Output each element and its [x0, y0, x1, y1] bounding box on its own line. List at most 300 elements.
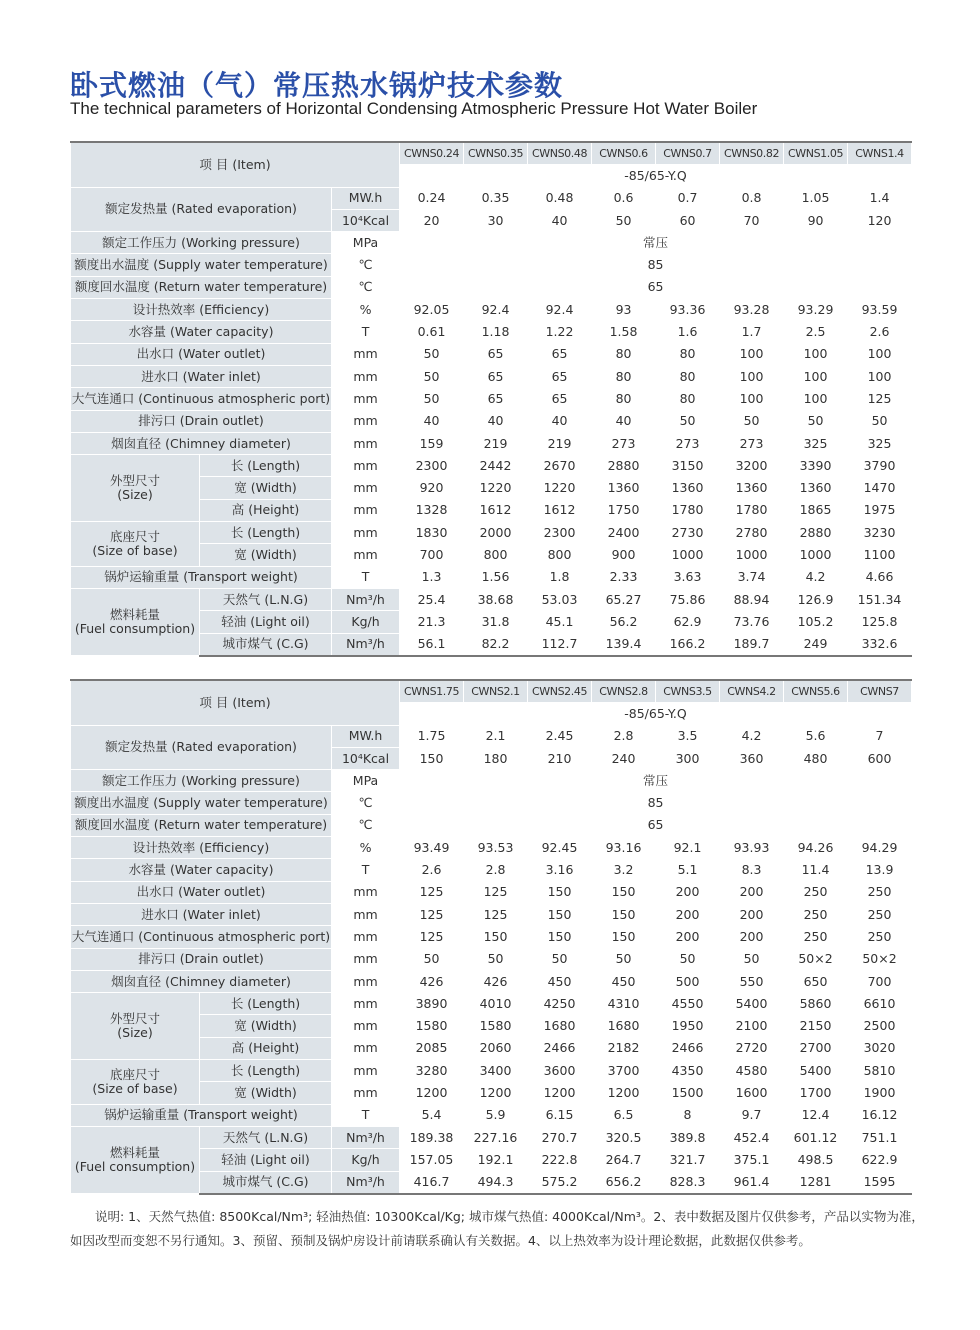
- data-cell: 4580: [720, 1060, 784, 1082]
- data-cell: 5.4: [400, 1104, 464, 1126]
- data-cell: 1.56: [464, 566, 528, 588]
- footnote-line-1: 说明: 1、天然气热值: 8500Kcal/Nm³; 轻油热值: 10300Kcal/Kg; 城市煤气热值: 4000Kcal/Nm³。2、表中数据及图片仅供参考，产品以实物为准，: [95, 1209, 924, 1224]
- unit-cell: MPa: [332, 770, 400, 792]
- model-suffix: -85/65-Y.Q: [400, 165, 912, 187]
- row-label: 设计热效率 (Efficiency): [71, 299, 332, 321]
- unit-cell: MW.h: [332, 187, 400, 209]
- data-cell: 751.1: [848, 1126, 912, 1148]
- row-label: 宽 (Width): [200, 544, 332, 566]
- unit-cell: mm: [332, 1060, 400, 1082]
- unit-cell: %: [332, 837, 400, 859]
- data-cell: 100: [848, 343, 912, 365]
- row-atm: [71, 926, 912, 948]
- data-cell: 93.53: [464, 837, 528, 859]
- data-cell: 80: [656, 388, 720, 410]
- row-label: 城市煤气 (C.G): [200, 633, 332, 656]
- data-cell: 5400: [784, 1060, 848, 1082]
- data-cell: 1500: [656, 1082, 720, 1104]
- data-cell: 0.6: [592, 187, 656, 209]
- row-transport: [71, 566, 912, 588]
- unit-cell: mm: [332, 926, 400, 948]
- data-cell: 92.4: [464, 299, 528, 321]
- data-cell: 1865: [784, 499, 848, 521]
- unit-cell: mm: [332, 970, 400, 992]
- data-cell: 151.34: [848, 588, 912, 610]
- row-label: 排污口 (Drain outlet): [71, 410, 332, 432]
- data-cell: 12.4: [784, 1104, 848, 1126]
- data-cell: 2466: [528, 1037, 592, 1059]
- unit-cell: Nm³/h: [332, 1126, 400, 1148]
- data-cell: 93.93: [720, 837, 784, 859]
- data-cell: 50: [848, 410, 912, 432]
- row-label: 额度出水温度 (Supply water temperature): [71, 254, 332, 276]
- data-cell: 21.3: [400, 611, 464, 633]
- data-cell: 1200: [464, 1082, 528, 1104]
- unit-cell: Nm³/h: [332, 1171, 400, 1194]
- row-pressure: [71, 770, 912, 792]
- data-cell: 1.3: [400, 566, 464, 588]
- model-cell: CWNS5.6: [784, 680, 848, 703]
- unit-cell: Nm³/h: [332, 633, 400, 656]
- data-cell: 50: [720, 410, 784, 432]
- data-cell: 50: [656, 410, 720, 432]
- row-group-size: [71, 455, 200, 522]
- data-cell: 2670: [528, 455, 592, 477]
- data-cell: 50: [400, 365, 464, 387]
- footnotes: [70, 1205, 924, 1253]
- unit-cell: mm: [332, 1082, 400, 1104]
- data-cell: 2300: [528, 522, 592, 544]
- data-cell: 85: [400, 254, 912, 276]
- data-cell: 100: [720, 365, 784, 387]
- data-cell: 250: [848, 881, 912, 903]
- data-cell: 93.49: [400, 837, 464, 859]
- data-cell: 1595: [848, 1171, 912, 1194]
- data-cell: 1000: [784, 544, 848, 566]
- data-cell: 100: [720, 343, 784, 365]
- model-suffix: -85/65-Y.Q: [400, 703, 912, 725]
- row-label: 天然气 (L.N.G): [200, 588, 332, 610]
- data-cell: 250: [784, 881, 848, 903]
- data-cell: 1612: [528, 499, 592, 521]
- data-cell: 3400: [464, 1060, 528, 1082]
- unit-cell: Kg/h: [332, 611, 400, 633]
- data-cell: 2700: [784, 1037, 848, 1059]
- data-cell: 1100: [848, 544, 912, 566]
- data-cell: 2880: [592, 455, 656, 477]
- row-lng: [71, 1126, 912, 1148]
- row-lng: [71, 588, 912, 610]
- model-cell: CWNS0.24: [400, 142, 464, 165]
- data-cell: 3230: [848, 522, 912, 544]
- data-cell: 3280: [400, 1060, 464, 1082]
- data-cell: 1975: [848, 499, 912, 521]
- data-cell: 250: [848, 903, 912, 925]
- data-cell: 5860: [784, 993, 848, 1015]
- row-outlet: [71, 343, 912, 365]
- unit-cell: MPa: [332, 232, 400, 254]
- data-cell: 273: [656, 432, 720, 454]
- data-cell: 1.18: [464, 321, 528, 343]
- fuel-label-en: (Fuel consumption): [74, 621, 196, 637]
- data-cell: 1900: [848, 1082, 912, 1104]
- model-cell: CWNS2.1: [464, 680, 528, 703]
- data-cell: 1680: [592, 1015, 656, 1037]
- data-cell: 273: [720, 432, 784, 454]
- row-label: 额定工作压力 (Working pressure): [71, 770, 332, 792]
- data-cell: 1.4: [848, 187, 912, 209]
- data-cell: 2400: [592, 522, 656, 544]
- data-cell: 8: [656, 1104, 720, 1126]
- data-cell: 480: [784, 747, 848, 769]
- item-header: 项 目 (Item): [71, 142, 400, 187]
- data-cell: 82.2: [464, 633, 528, 656]
- data-cell: 3200: [720, 455, 784, 477]
- data-cell: 227.16: [464, 1126, 528, 1148]
- row-supply: [71, 254, 912, 276]
- row-label: 设计热效率 (Efficiency): [71, 837, 332, 859]
- data-cell: 1281: [784, 1171, 848, 1194]
- row-label: 额定工作压力 (Working pressure): [71, 232, 332, 254]
- size-label-en: (Size): [117, 487, 153, 503]
- data-cell: 3.74: [720, 566, 784, 588]
- data-cell: 2300: [400, 455, 464, 477]
- data-cell: 60: [656, 209, 720, 231]
- data-cell: 20: [400, 209, 464, 231]
- data-cell: 45.1: [528, 611, 592, 633]
- unit-cell: 10⁴Kcal: [332, 209, 400, 231]
- data-cell: 6.15: [528, 1104, 592, 1126]
- data-cell: 80: [592, 365, 656, 387]
- data-cell: 0.7: [656, 187, 720, 209]
- data-cell: 498.5: [784, 1149, 848, 1171]
- data-cell: 50×2: [784, 948, 848, 970]
- row-label: 锅炉运输重量 (Transport weight): [71, 566, 332, 588]
- model-cell: CWNS1.4: [848, 142, 912, 165]
- data-cell: 125: [400, 881, 464, 903]
- data-cell: 4.2: [720, 725, 784, 747]
- data-cell: 900: [592, 544, 656, 566]
- unit-cell: 10⁴Kcal: [332, 747, 400, 769]
- data-cell: 4.2: [784, 566, 848, 588]
- data-cell: 8.3: [720, 859, 784, 881]
- row-supply: [71, 792, 912, 814]
- unit-cell: mm: [332, 1015, 400, 1037]
- row-group-fuel: [71, 588, 200, 655]
- unit-cell: mm: [332, 1037, 400, 1059]
- data-cell: 2780: [720, 522, 784, 544]
- row-transport: [71, 1104, 912, 1126]
- data-cell: 5.9: [464, 1104, 528, 1126]
- data-cell: 4550: [656, 993, 720, 1015]
- data-cell: 93.59: [848, 299, 912, 321]
- data-cell: 166.2: [656, 633, 720, 656]
- data-cell: 94.26: [784, 837, 848, 859]
- data-cell: 65: [464, 343, 528, 365]
- data-cell: 90: [784, 209, 848, 231]
- data-cell: 5.1: [656, 859, 720, 881]
- model-cell: CWNS0.82: [720, 142, 784, 165]
- data-cell: 3890: [400, 993, 464, 1015]
- data-cell: 1220: [528, 477, 592, 499]
- row-label: 长 (Length): [200, 522, 332, 544]
- fuel-label-cn: 燃料耗量: [109, 607, 160, 623]
- data-cell: 3020: [848, 1037, 912, 1059]
- data-cell: 1470: [848, 477, 912, 499]
- fuel-label-en: (Fuel consumption): [74, 1159, 196, 1175]
- data-cell: 65: [528, 388, 592, 410]
- data-cell: 1750: [592, 499, 656, 521]
- unit-cell: mm: [332, 410, 400, 432]
- data-cell: 1200: [592, 1082, 656, 1104]
- row-label: 额度出水温度 (Supply water temperature): [71, 792, 332, 814]
- data-cell: 0.61: [400, 321, 464, 343]
- row-length: [71, 993, 912, 1015]
- row-label: 长 (Length): [200, 455, 332, 477]
- data-cell: 50: [592, 209, 656, 231]
- data-cell: 270.7: [528, 1126, 592, 1148]
- row-label: 锅炉运输重量 (Transport weight): [71, 1104, 332, 1126]
- data-cell: 300: [656, 747, 720, 769]
- row-label: 大气连通口 (Continuous atmospheric port): [71, 926, 332, 948]
- data-cell: 100: [784, 343, 848, 365]
- data-cell: 92.45: [528, 837, 592, 859]
- data-cell: 219: [528, 432, 592, 454]
- data-cell: 2.6: [400, 859, 464, 881]
- data-cell: 100: [720, 388, 784, 410]
- data-cell: 3790: [848, 455, 912, 477]
- data-cell: 2000: [464, 522, 528, 544]
- row-rated-mwh: [71, 725, 912, 747]
- data-cell: 3.16: [528, 859, 592, 881]
- unit-cell: mm: [332, 948, 400, 970]
- data-cell: 1780: [656, 499, 720, 521]
- data-cell: 3150: [656, 455, 720, 477]
- data-cell: 1360: [592, 477, 656, 499]
- data-cell: 30: [464, 209, 528, 231]
- row-label: 出水口 (Water outlet): [71, 881, 332, 903]
- data-cell: 2.33: [592, 566, 656, 588]
- footnote-line-2: 如因改型而变恕不另行通知。3、预留、预制及锅炉房设计前请联系确认有关数据。4、以上热效率为设计理论数据，此数据仅供参考。: [70, 1233, 811, 1248]
- row-rated-mwh: [71, 187, 912, 209]
- data-cell: 126.9: [784, 588, 848, 610]
- row-label: 宽 (Width): [200, 1015, 332, 1037]
- data-cell: 0.35: [464, 187, 528, 209]
- data-cell: 40: [592, 410, 656, 432]
- data-cell: 450: [528, 970, 592, 992]
- data-cell: 150: [592, 926, 656, 948]
- data-cell: 常压: [400, 770, 912, 792]
- data-cell: 50: [400, 948, 464, 970]
- model-row: [71, 680, 912, 703]
- row-label-rated: 额定发热量 (Rated evaporation): [71, 725, 332, 770]
- data-cell: 159: [400, 432, 464, 454]
- data-cell: 828.3: [656, 1171, 720, 1194]
- model-cell: CWNS0.35: [464, 142, 528, 165]
- data-cell: 1612: [464, 499, 528, 521]
- row-chimney: [71, 432, 912, 454]
- data-cell: 600: [848, 747, 912, 769]
- data-cell: 92.1: [656, 837, 720, 859]
- data-cell: 3700: [592, 1060, 656, 1082]
- row-label: 轻油 (Light oil): [200, 1149, 332, 1171]
- data-cell: 1.05: [784, 187, 848, 209]
- data-cell: 240: [592, 747, 656, 769]
- data-cell: 1.58: [592, 321, 656, 343]
- model-cell: CWNS4.2: [720, 680, 784, 703]
- data-cell: 70: [720, 209, 784, 231]
- data-cell: 200: [656, 903, 720, 925]
- data-cell: 360: [720, 747, 784, 769]
- unit-cell: T: [332, 859, 400, 881]
- row-label: 大气连通口 (Continuous atmospheric port): [71, 388, 332, 410]
- data-cell: 150: [464, 926, 528, 948]
- data-cell: 1360: [784, 477, 848, 499]
- unit-cell: T: [332, 321, 400, 343]
- data-cell: 13.9: [848, 859, 912, 881]
- row-group-base: [71, 1060, 200, 1105]
- data-cell: 6610: [848, 993, 912, 1015]
- data-cell: 120: [848, 209, 912, 231]
- data-cell: 1.8: [528, 566, 592, 588]
- data-cell: 700: [848, 970, 912, 992]
- unit-cell: ℃: [332, 254, 400, 276]
- model-cell: CWNS2.8: [592, 680, 656, 703]
- row-base-length: [71, 522, 912, 544]
- model-cell: CWNS0.6: [592, 142, 656, 165]
- spec-table-2: [70, 679, 912, 1195]
- data-cell: 180: [464, 747, 528, 769]
- data-cell: 2.8: [592, 725, 656, 747]
- data-cell: 4.66: [848, 566, 912, 588]
- data-cell: 426: [400, 970, 464, 992]
- row-drain: [71, 410, 912, 432]
- row-label: 进水口 (Water inlet): [71, 903, 332, 925]
- data-cell: 93.28: [720, 299, 784, 321]
- data-cell: 93.16: [592, 837, 656, 859]
- row-capacity: [71, 859, 912, 881]
- data-cell: 2730: [656, 522, 720, 544]
- data-cell: 189.7: [720, 633, 784, 656]
- data-cell: 389.8: [656, 1126, 720, 1148]
- data-cell: 325: [848, 432, 912, 454]
- unit-cell: mm: [332, 343, 400, 365]
- row-inlet: [71, 365, 912, 387]
- data-cell: 1.75: [400, 725, 464, 747]
- data-cell: 92.4: [528, 299, 592, 321]
- unit-cell: ℃: [332, 814, 400, 836]
- data-cell: 0.24: [400, 187, 464, 209]
- data-cell: 4010: [464, 993, 528, 1015]
- data-cell: 50: [592, 948, 656, 970]
- row-drain: [71, 948, 912, 970]
- unit-cell: mm: [332, 388, 400, 410]
- data-cell: 222.8: [528, 1149, 592, 1171]
- data-cell: 656.2: [592, 1171, 656, 1194]
- data-cell: 125.8: [848, 611, 912, 633]
- data-cell: 53.03: [528, 588, 592, 610]
- base-label-cn: 底座尺寸: [109, 528, 160, 544]
- data-cell: 50: [784, 410, 848, 432]
- unit-cell: mm: [332, 903, 400, 925]
- data-cell: 320.5: [592, 1126, 656, 1148]
- data-cell: 250: [848, 926, 912, 948]
- data-cell: 2466: [656, 1037, 720, 1059]
- unit-cell: mm: [332, 499, 400, 521]
- data-cell: 105.2: [784, 611, 848, 633]
- data-cell: 2.5: [784, 321, 848, 343]
- data-cell: 200: [720, 903, 784, 925]
- data-cell: 192.1: [464, 1149, 528, 1171]
- unit-cell: MW.h: [332, 725, 400, 747]
- row-label: 轻油 (Light oil): [200, 611, 332, 633]
- data-cell: 4250: [528, 993, 592, 1015]
- data-cell: 9.7: [720, 1104, 784, 1126]
- data-cell: 575.2: [528, 1171, 592, 1194]
- data-cell: 2.45: [528, 725, 592, 747]
- data-cell: 25.4: [400, 588, 464, 610]
- data-cell: 73.76: [720, 611, 784, 633]
- data-cell: 5400: [720, 993, 784, 1015]
- data-cell: 325: [784, 432, 848, 454]
- data-cell: 1700: [784, 1082, 848, 1104]
- row-efficiency: [71, 299, 912, 321]
- unit-cell: mm: [332, 365, 400, 387]
- data-cell: 2182: [592, 1037, 656, 1059]
- row-label: 排污口 (Drain outlet): [71, 948, 332, 970]
- data-cell: 16.12: [848, 1104, 912, 1126]
- unit-cell: T: [332, 1104, 400, 1126]
- base-label-cn: 底座尺寸: [109, 1066, 160, 1082]
- data-cell: 40: [400, 410, 464, 432]
- data-cell: 150: [592, 881, 656, 903]
- data-cell: 1000: [720, 544, 784, 566]
- data-cell: 622.9: [848, 1149, 912, 1171]
- data-cell: 3390: [784, 455, 848, 477]
- row-label: 进水口 (Water inlet): [71, 365, 332, 387]
- data-cell: 2.6: [848, 321, 912, 343]
- data-cell: 264.7: [592, 1149, 656, 1171]
- data-cell: 65: [528, 365, 592, 387]
- row-label: 高 (Height): [200, 499, 332, 521]
- data-cell: 5810: [848, 1060, 912, 1082]
- model-cell: CWNS0.7: [656, 142, 720, 165]
- row-label: 长 (Length): [200, 993, 332, 1015]
- data-cell: 920: [400, 477, 464, 499]
- row-label: 高 (Height): [200, 1037, 332, 1059]
- data-cell: 2880: [784, 522, 848, 544]
- data-cell: 189.38: [400, 1126, 464, 1148]
- data-cell: 100: [848, 365, 912, 387]
- data-cell: 1600: [720, 1082, 784, 1104]
- row-group-size: [71, 993, 200, 1060]
- data-cell: 88.94: [720, 588, 784, 610]
- row-chimney: [71, 970, 912, 992]
- data-cell: 65: [400, 814, 912, 836]
- spec-table-1: [70, 141, 912, 657]
- model-cell: CWNS0.48: [528, 142, 592, 165]
- data-cell: 494.3: [464, 1171, 528, 1194]
- row-atm: [71, 388, 912, 410]
- data-cell: 452.4: [720, 1126, 784, 1148]
- data-cell: 1.22: [528, 321, 592, 343]
- data-cell: 1360: [656, 477, 720, 499]
- data-cell: 94.29: [848, 837, 912, 859]
- size-label-cn: 外型尺寸: [109, 1011, 160, 1027]
- data-cell: 100: [784, 388, 848, 410]
- data-cell: 2100: [720, 1015, 784, 1037]
- row-group-base: [71, 522, 200, 567]
